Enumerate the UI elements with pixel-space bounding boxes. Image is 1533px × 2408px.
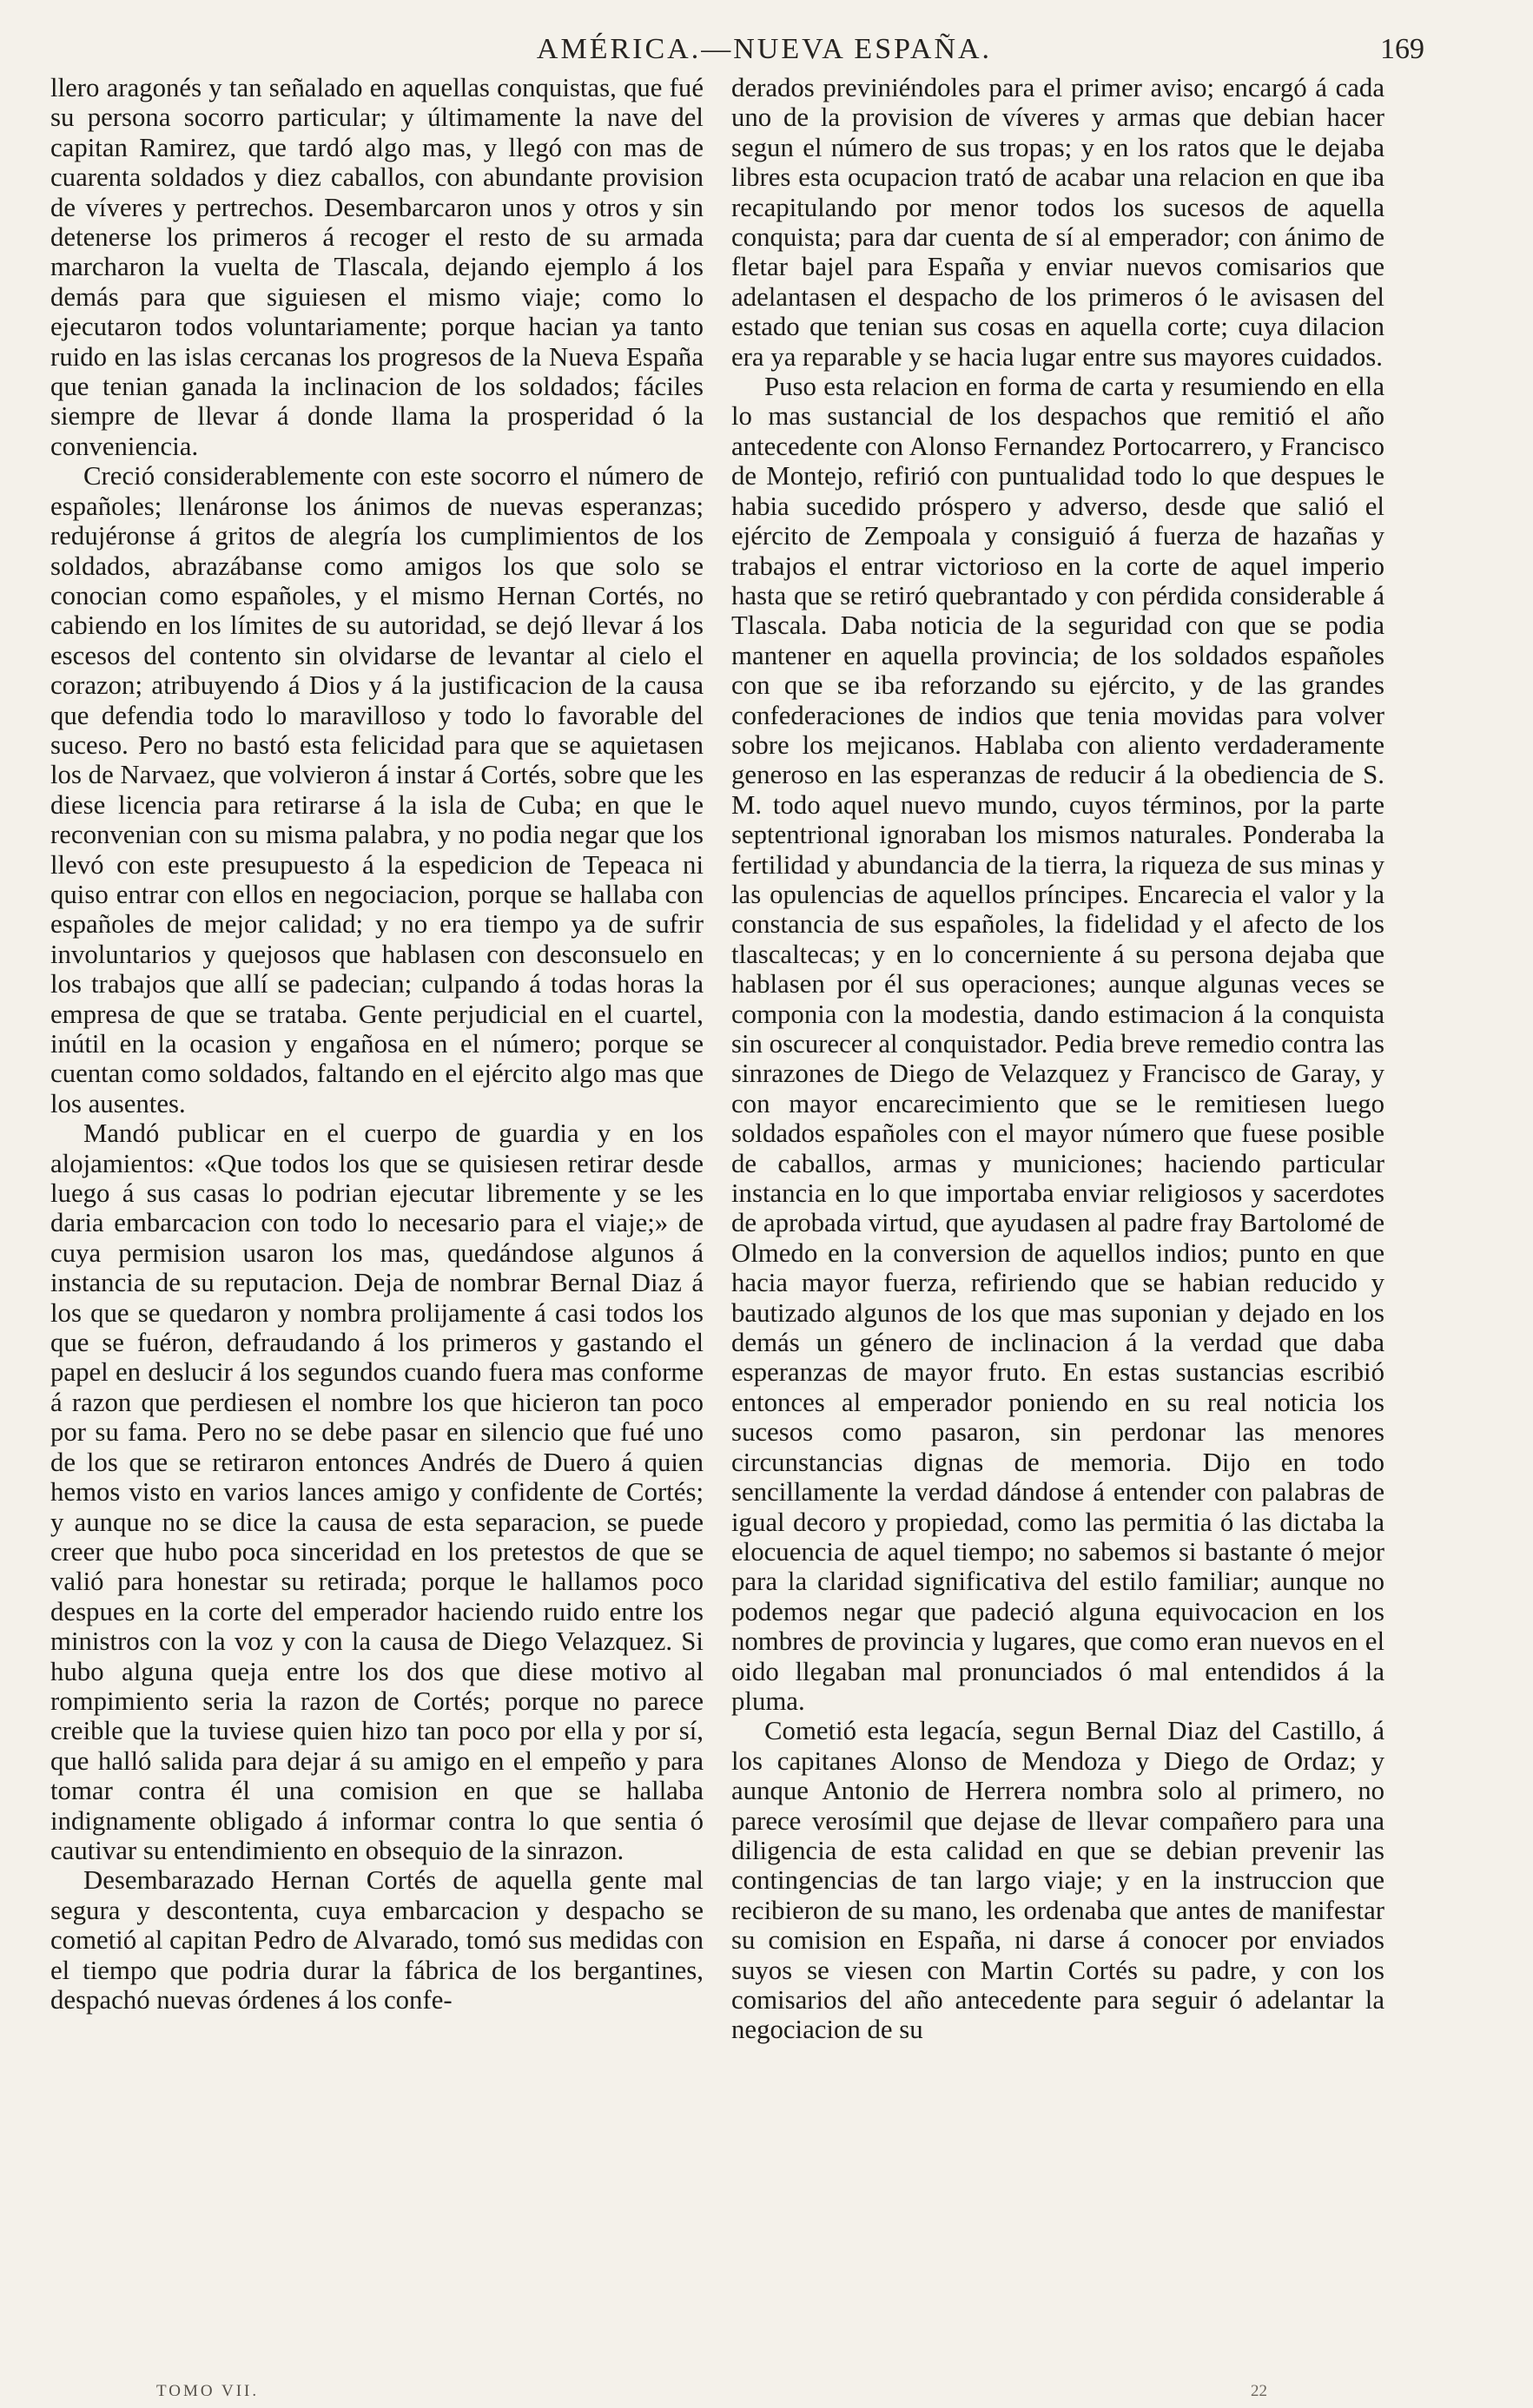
volume-signature: TOMO VII. (156, 2382, 260, 2400)
paragraph: Desembarazado Hernan Cortés de aquella gente mal segura y descontenta, cuya embarcacion y despacho se cometió al capitan Pedro de Alvarado, tomó sus medidas con el tiempo que podria durar la fábrica de los bergantines, despachó nuevas órdenes á los confe- (50, 1865, 704, 2015)
text-column-right (731, 73, 1384, 2045)
paragraph: Cometió esta legacía, segun Bernal Diaz del Castillo, á los capitanes Alonso de Mendoza y Diego de Ordaz; y aunque Antonio de Herrera nombra solo al primero, no parece verosímil que dejase de llevar compañero para una diligencia de esta calidad en que se debian prevenir las contingencias de tan largo viaje; y en la instruccion que recibieron de su mano, les ordenaba que antes de manifestar su comision en España, ni darse á conocer por enviados suyos se viesen con Martin Cortés su padre, y con los comisarios del año antecedente para seguir ó adelantar la negociacion de su (731, 1716, 1384, 2045)
paragraph-continuation: derados previniéndoles para el primer aviso; encargó á cada uno de la provision de víveres y armas que debian hacer segun el número de sus tropas; y en los ratos que le dejaba libres esta ocupacion trató de acabar una relacion en que iba recapitulando por menor todos los sucesos de aquella conquista; para dar cuenta de sí al emperador; con ánimo de fletar bajel para España y enviar nuevos comisarios que adelantasen el despacho de los primeros ó le avisasen del estado que tenian sus cosas en aquella corte; cuya dilacion era ya reparable y se hacia lugar entre sus mayores cuidados. (731, 73, 1384, 372)
paragraph: Creció considerablemente con este socorro el número de españoles; llenáronse los ánimos de nuevas esperanzas; redujéronse á gritos de alegría los cumplimientos de los soldados, abrazábanse como amigos los que solo se conocian como españoles, y el mismo Hernan Cortés, no cabiendo en los límites de su autoridad, se dejó llevar á los escesos del contento sin olvidarse de levantar al cielo el corazon; atribuyendo á Dios y á la justificacion de la causa que defendia todo lo maravilloso y todo lo favorable del suceso. Pero no bastó esta felicidad para que se aquietasen los de Narvaez, que volvieron á instar á Cortés, sobre que les diese licencia para retirarse á la isla de Cuba; en que le reconvenian con su misma palabra, y no podia negar que los llevó con este presupuesto á la espedicion de Tepeaca ni quiso entrar con ellos en negociacion, porque se hallaba con españoles de mejor calidad; y no era tiempo ya de sufrir involuntarios y quejosos que hablasen con desconsuelo en los trabajos que allí se padecian; culpando á todas horas la empresa de que se trataba. Gente perjudicial en el cuartel, inútil en la ocasion y engañosa en el número; porque se cuentan como soldados, faltando en el ejército algo mas que los ausentes. (50, 461, 704, 1118)
paragraph: Puso esta relacion en forma de carta y resumiendo en ella lo mas sustancial de los despachos que remitió el año antecedente con Alonso Fernandez Portocarrero, y Francisco de Montejo, refirió con puntualidad todo lo que despues le habia sucedido próspero y adverso, desde que salió el ejército de Zempoala y consiguió á fuerza de hazañas y trabajos el entrar victorioso en la corte de aquel imperio hasta que se retiró quebrantado y con pérdida considerable á Tlascala. Daba noticia de la seguridad con que se podia mantener en aquella provincia; de los soldados españoles con que se iba reforzando su ejército, y de las grandes confederaciones de indios que tenia movidas para volver sobre los mejicanos. Hablaba con aliento verdaderamente generoso en las esperanzas de reducir á la obediencia de S. M. todo aquel nuevo mundo, cuyos términos, por la parte septentrional ignoraban los mismos naturales. Ponderaba la fertilidad y abundancia de la tierra, la riqueza de sus minas y las opulencias de aquellos príncipes. Encarecia el valor y la constancia de sus españoles, la fidelidad y el afecto de los tlascaltecas; y en lo concerniente á su persona dejaba que hablasen por él sus operaciones; aunque algunas veces se componia con la modestia, dando estimacion á la conquista sin oscurecer al conquistador. Pedia breve remedio contra las sinrazones de Diego de Velazquez y Francisco de Garay, y con mayor encarecimiento que se le remitiesen luego soldados españoles con el mayor número que fuese posible de caballos, armas y municiones; haciendo particular instancia en lo que importaba enviar religiosos y sacerdotes de aprobada virtud, que ayudasen al padre fray Bartolomé de Olmedo en la conversion de aquellos indios; punto en que hacia mayor fuerza, refiriendo que se habian reducido y bautizado algunos de los que mas suponian y dejado en los demás un género de inclinacion á la verdad que daba esperanzas de mayor fruto. En estas sustancias escribió entonces al emperador poniendo en su real noticia los sucesos como pasaron, sin perdonar las menores circunstancias dignas de memoria. Dijo en todo sencillamente la verdad dándose á entender con palabras de igual decoro y propiedad, como las permitia ó las dictaba la elocuencia de aquel tiempo; no sabemos si bastante ó mejor para la claridad significativa del estilo familiar; aunque no podemos negar que padeció alguna equivocacion en los nombres de provincia y lugares, que como eran nuevos en el oido llegaban mal pronunciados ó mal entendidos á la pluma. (731, 372, 1384, 1716)
paragraph: Mandó publicar en el cuerpo de guardia y en los alojamientos: «Que todos los que se quisiesen retirar desde luego á sus casas lo podrian ejecutar libremente y se les daria embarcacion con todo lo necesario para el viaje;» de cuya permision usaron los mas, quedándose algunos á instancia de su reputacion. Deja de nombrar Bernal Diaz á los que se quedaron y nombra prolijamente á casi todos los que se fuéron, defraudando á los primeros y gastando el papel en deslucir á los segundos cuando fuera mas conforme á razon que perdiesen el nombre los que hicieron tan poco por su fama. Pero no se debe pasar en silencio que fué uno de los que se retiraron entonces Andrés de Duero á quien hemos visto en varios lances amigo y confidente de Cortés; y aunque no se dice la causa de esta separacion, se puede creer que hubo poca sinceridad en los pretestos de que se valió para honestar su retirada; porque le hallamos poco despues en la corte del emperador haciendo ruido entre los ministros con la voz y con la causa de Diego Velazquez. Si hubo alguna queja entre los dos que diese motivo al rompimiento seria la razon de Cortés; porque no parece creible que la tuviese quien hizo tan poco por ella y por sí, que halló salida para dejar á su amigo en el empeño y para tomar contra él una comision en que se hallaba indignamente obligado á informar contra lo que sentia ó cautivar su entendimiento en obsequio de la sinrazon. (50, 1118, 704, 1865)
running-header-title: AMÉRICA.—NUEVA ESPAÑA. (536, 33, 993, 65)
page-number: 169 (1380, 33, 1424, 65)
text-column-left (50, 73, 704, 2015)
signature-mark: 22 (1251, 2382, 1267, 2400)
paragraph-continuation: llero aragonés y tan señalado en aquellas conquistas, que fué su persona socorro particular; y últimamente la nave del capitan Ramirez, que tardó algo mas, y llegó con mas de cuarenta soldados y diez caballos, con abundante provision de víveres y pertrechos. Desembarcaron unos y otros y sin detenerse los primeros á recoger el resto de su armada marcharon la vuelta de Tlascala, dejando ejemplo á los demás para que siguiesen el mismo viaje; como lo ejecutaron todos voluntariamente; porque hacian ya tanto ruido en las islas cercanas los progresos de la Nueva España que tenian ganada la inclinacion de los soldados; fáciles siempre de llevar á donde llama la prosperidad ó la conveniencia. (50, 73, 704, 461)
